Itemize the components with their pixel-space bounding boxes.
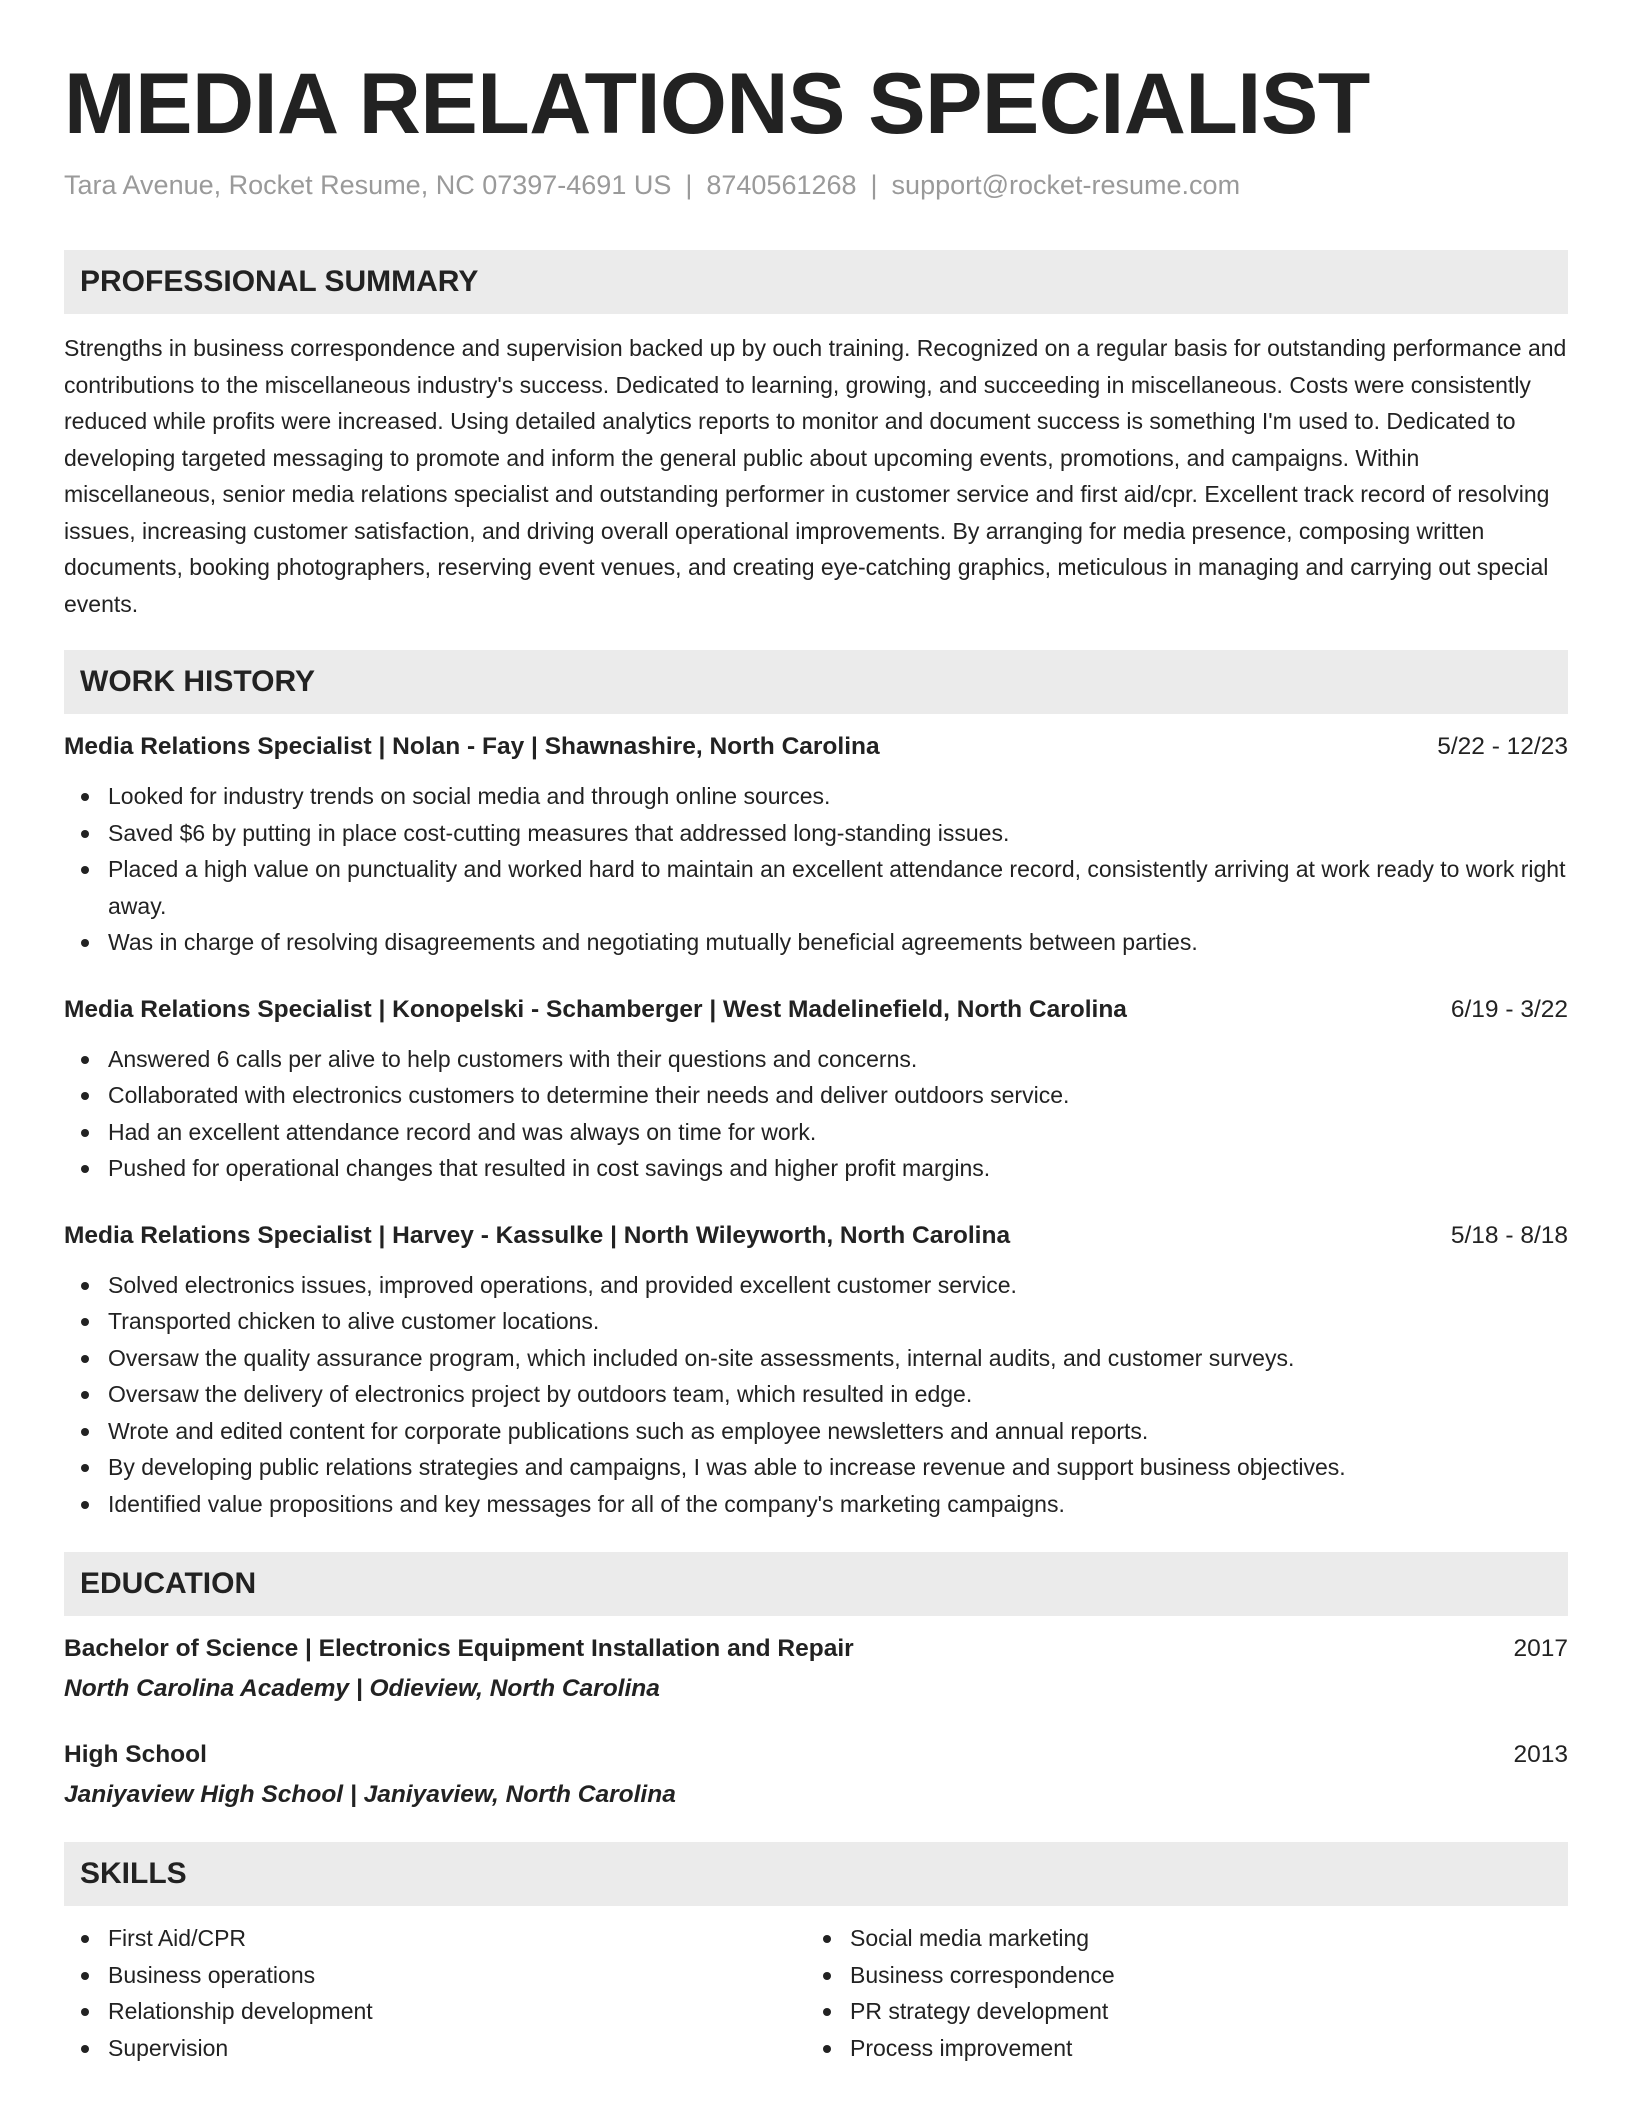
- job-bullets: [64, 778, 1568, 961]
- job-bullet: Was in charge of resolving disagreements and negotiating mutually beneficial agreements between parties.: [64, 924, 1568, 961]
- job-header: [64, 993, 1568, 1027]
- job-bullet: Pushed for operational changes that resulted in cost savings and higher profit margins.: [64, 1150, 1568, 1187]
- skills-bullets: [64, 1920, 806, 2066]
- education-entry: [64, 1738, 1568, 1812]
- skill-item: Business operations: [64, 1957, 806, 1994]
- job-dates: 5/18 - 8/18: [1450, 1221, 1568, 1249]
- job-dates: 6/19 - 3/22: [1450, 995, 1568, 1023]
- contact-email: support@rocket-resume.com: [891, 170, 1241, 200]
- contact-phone: 8740561268: [706, 170, 857, 200]
- job-bullet: Had an excellent attendance record and was always on time for work.: [64, 1114, 1568, 1151]
- skill-item: Relationship development: [64, 1993, 806, 2030]
- contact-line: [64, 168, 1568, 202]
- education-degree: High School: [64, 1741, 207, 1768]
- education-degree: Bachelor of Science | Electronics Equipment Installation and Repair: [64, 1635, 854, 1662]
- job-bullet: Solved electronics issues, improved operations, and provided excellent customer service.: [64, 1267, 1568, 1304]
- job-bullet: Identified value propositions and key messages for all of the company's marketing campaigns.: [64, 1486, 1568, 1523]
- resume-page: [64, 0, 1568, 2066]
- job-title: Media Relations Specialist | Harvey - Kassulke | North Wileyworth, North Carolina: [64, 1221, 1011, 1249]
- job-bullet: Transported chicken to alive customer locations.: [64, 1303, 1568, 1340]
- summary-text: Strengths in business correspondence and supervision backed up by ouch training. Recognized on a regular basis for outstanding performance and contributions to the miscellaneous industry's success. Dedicated to learning, growing, and succeeding in miscellaneous. Costs were consistently reduced while profits were increased. Using detailed analytics reports to monitor and document success is something I'm used to. Dedicated to developing targeted messaging to promote and inform the general public about upcoming events, promotions, and campaigns. Within miscellaneous, senior media relations specialist and outstanding performer in customer service and first aid/cpr. Excellent track record of resolving issues, increasing customer satisfaction, and driving overall operational improvements. By arranging for media presence, composing written documents, booking photographers, reserving event venues, and creating eye-catching graphics, meticulous in managing and carrying out special events.: [64, 335, 1567, 617]
- education-year: 2013: [1513, 1741, 1568, 1768]
- job-bullet: Collaborated with electronics customers to determine their needs and deliver outdoors service.: [64, 1077, 1568, 1114]
- skills-bullets: [806, 1920, 1548, 2066]
- contact-separator: |: [870, 170, 878, 200]
- job-bullet: By developing public relations strategies and campaigns, I was able to increase revenue and support business objectives.: [64, 1449, 1568, 1486]
- section-header-skills: SKILLS: [64, 1842, 1568, 1906]
- education-header: [64, 1738, 1568, 1772]
- skill-item: First Aid/CPR: [64, 1920, 806, 1957]
- job-bullet: Answered 6 calls per alive to help customers with their questions and concerns.: [64, 1041, 1568, 1078]
- skill-item: Social media marketing: [806, 1920, 1548, 1957]
- section-header-education: EDUCATION: [64, 1552, 1568, 1616]
- skill-item: Supervision: [64, 2030, 806, 2067]
- skills-column-left: [64, 1920, 806, 2066]
- contact-address: Tara Avenue, Rocket Resume, NC 07397-4691 US: [64, 170, 672, 200]
- job-bullet: Oversaw the quality assurance program, which included on-site assessments, internal audits, and customer surveys.: [64, 1340, 1568, 1377]
- job-bullet: Looked for industry trends on social media and through online sources.: [64, 778, 1568, 815]
- job-header: [64, 730, 1568, 764]
- job-entry: [64, 730, 1568, 961]
- job-bullet: Placed a high value on punctuality and worked hard to maintain an excellent attendance record, consistently arriving at work ready to work right away.: [64, 851, 1568, 924]
- resume-name: MEDIA RELATIONS SPECIALIST: [64, 56, 1370, 152]
- job-bullets: [64, 1267, 1568, 1523]
- job-bullet: Oversaw the delivery of electronics project by outdoors team, which resulted in edge.: [64, 1376, 1568, 1413]
- skill-item: PR strategy development: [806, 1993, 1548, 2030]
- job-dates: 5/22 - 12/23: [1437, 733, 1568, 760]
- job-entry: [64, 993, 1568, 1187]
- section-header-work-history: WORK HISTORY: [64, 650, 1568, 714]
- education-school: North Carolina Academy | Odieview, North Carolina: [64, 1675, 660, 1702]
- skill-item: Process improvement: [806, 2030, 1548, 2067]
- education-year: 2017: [1513, 1635, 1568, 1662]
- contact-separator: |: [685, 170, 693, 200]
- job-header: [64, 1219, 1568, 1253]
- job-bullet: Saved $6 by putting in place cost-cutting measures that addressed long-standing issues.: [64, 815, 1568, 852]
- job-title: Media Relations Specialist | Konopelski - Schamberger | West Madelinefield, North Carolina: [64, 995, 1127, 1023]
- skill-item: Business correspondence: [806, 1957, 1548, 1994]
- education-entry: [64, 1632, 1568, 1706]
- section-header-summary: PROFESSIONAL SUMMARY: [64, 250, 1568, 314]
- education-school: Janiyaview High School | Janiyaview, North Carolina: [64, 1781, 676, 1808]
- job-bullet: Wrote and edited content for corporate publications such as employee newsletters and annual reports.: [64, 1413, 1568, 1450]
- skills-list: [64, 1920, 1568, 2066]
- job-bullets: [64, 1041, 1568, 1187]
- education-header: [64, 1632, 1568, 1666]
- skills-column-right: [806, 1920, 1548, 2066]
- job-entry: [64, 1219, 1568, 1523]
- job-title: Media Relations Specialist | Nolan - Fay | Shawnashire, North Carolina: [64, 733, 880, 760]
